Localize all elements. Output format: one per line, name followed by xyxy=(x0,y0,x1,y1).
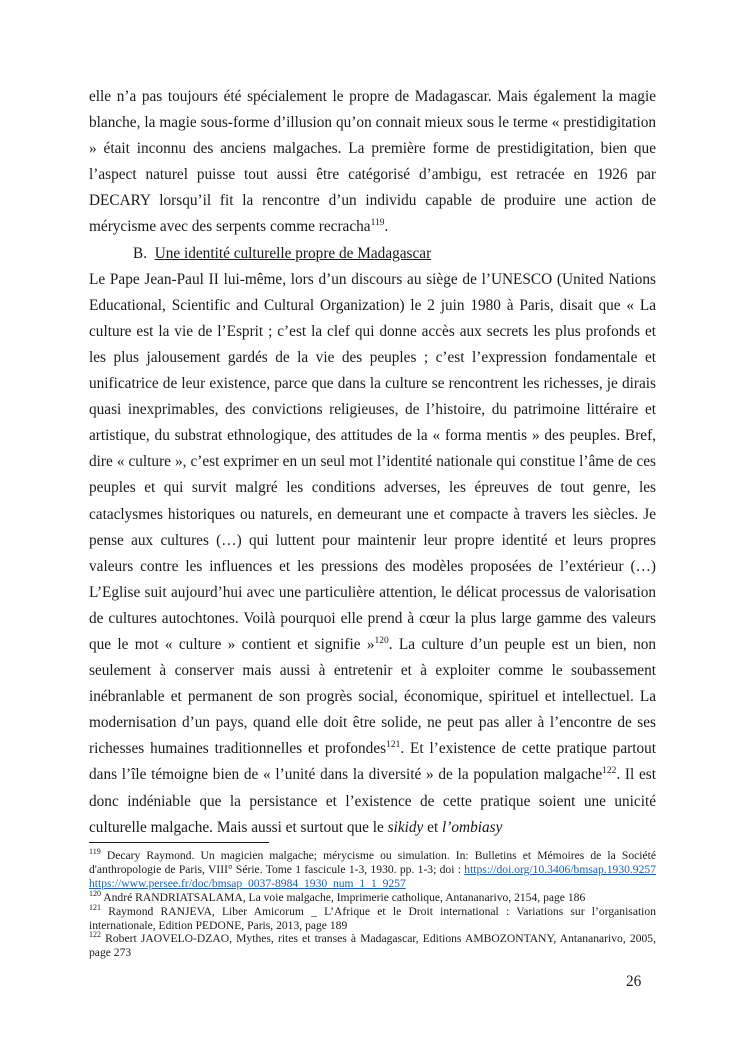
section-title: Une identité culturelle propre de Madagascar xyxy=(154,244,432,262)
paragraph-1: elle n’a pas toujours été spécialement le propre de Madagascar. Mais également la magie blanche, la magie sous-forme d’illusion qu’on connait mieux sous le terme « prestidigitation » était inconnu des anciens malgaches. La première forme de prestidigitation, bien que l’aspect naturel puisse tout aussi être catégorisé d’ambigu, est retracée en 1926 par DECARY lorsqu’il fit la rencontre d’un individu capable de produire une action de mérycisme avec des serpents comme recracha$^{119}$. xyxy=(89,88,656,236)
section-heading xyxy=(89,241,656,267)
doi-link[interactable]: https://doi.org/10.3406/bmsap.1930.9257 xyxy=(464,862,656,876)
main-text xyxy=(89,84,656,841)
term-sikidy: sikidy xyxy=(387,818,424,836)
footnotes xyxy=(89,842,656,960)
paragraph-1-text: elle n’a pas toujours été spécialement le propre de Madagascar. Mais également la magie blanche, la magie sous-forme d’illusion qu’on connait mieux sous le terme « prestidigitation » était inconnu des anciens malgaches. La première forme de prestidigitation, bien que l’aspect naturel puisse tout aussi être catégorisé d’ambigu, est retracée en 1926 par DECARY lorsqu’il fit la rencontre d’un individu capable de produire une action de mérycisme avec des serpents comme recracha xyxy=(89,88,656,236)
footnote-119: $^{119}$ Decary Raymond. Un magicien malgache; mérycisme ou simulation. In: Bulletins et Mémoires de la Société d'anthropologie de Paris, VIII° Série. Tome 1 fascicule 1-3, 1930. pp. 1-3; doi : https://doi.org/10.3406/bmsap.1930.9257 https://www.persee.fr/doc/bmsap_0037-8984_1930_num_1_1_9257 xyxy=(89,847,656,890)
persee-link[interactable]: https://www.persee.fr/doc/bmsap_0037-8984_1930_num_1_1_9257 xyxy=(89,876,406,890)
footnote-ref-120[interactable]: 120 xyxy=(374,635,389,646)
footnote-ref-122[interactable]: 122 xyxy=(602,766,617,777)
term-ombiasy: l’ombiasy xyxy=(442,818,503,836)
footnote-ref-121[interactable]: 121 xyxy=(386,740,401,751)
footnote-separator xyxy=(89,842,269,843)
page-number: 26 xyxy=(626,973,642,990)
footnote-121: $^{121}$ Raymond RANJEVA, Liber Amicorum _ L’Afrique et le Droit international : Variations sur l’organisation internationale, Edition PEDONE, Paris, 2013, page 189 xyxy=(89,902,656,932)
footnote-122: $^{122}$ Robert JAOVELO-DZAO, Mythes, rites et transes à Madagascar, Editions AMBOZONTANY, Antananarivo, 2005, page 273 xyxy=(89,930,656,960)
footnote-120: $^{120}$ André RANDRIATSALAMA, La voie malgache, Imprimerie catholique, Antananarivo, 2154, page 186 xyxy=(89,888,586,904)
footnote-ref-119[interactable]: 119 xyxy=(370,218,385,229)
section-number: B. xyxy=(133,244,148,262)
paragraph-2: Le Pape Jean-Paul II lui-même, lors d’un discours au siège de l’UNESCO (United Nations Educational, Scientific and Cultural Organization) le 2 juin 1980 à Paris, disait que « La culture est la vie de l’Esprit ; c’est la clef qui donne accès aux secrets les plus profonds et les plus jalousement gardés de la vie des peuples ; c’est l’expression fondamentale et unificatrice de leur existence, parce que dans la culture se rencontrent les richesses, je dirais quasi inexprimables, des convictions religieuses, de l’histoire, du patrimoine littéraire et artistique, du substrat ethnologique, des attitudes de la « forma mentis » des peuples. Bref, dire « culture », c’est exprimer en un seul mot l’identité nationale qui constitue l’âme de ces peuples et qui survit malgré les conditions adverses, les épreuves de tout genre, les cataclysmes historiques ou naturels, en demeurant une et compacte à travers les siècles. Je pense aux cultures (…) qui luttent pour maintenir leur propre identité et leurs propres valeurs contre les influences et les pressions des modèles proposées de l’extérieur (…) L’Eglise suit aujourd’hui avec une particulière attention, le délicat processus de valorisation de cultures autochtones. Voilà pourquoi elle prend à cœur la plus large gamme des valeurs que le mot « culture » contient et signifie »$^{120}$. La culture d’un peuple est un bien, non seulement à conserver mais aussi à entretenir et à exploiter comme le soubassement inébranlable et permanent de son progrès social, économique, spirituel et intellectuel. La modernisation d’un pays, quand elle doit être solide, ne peut pas aller à l’encontre de ses richesses humaines traditionnelles et profondes$^{121}$. Et l’existence de cette pratique partout dans l’île témoigne bien de « l’unité dans la diversité » de la population malgache$^{122}$. Il est donc indéniable que la persistance et l’existence de cette pratique soient une unicité culturelle malgache. Mais aussi et surtout que le sikidy et l’ombiasy xyxy=(89,270,657,836)
